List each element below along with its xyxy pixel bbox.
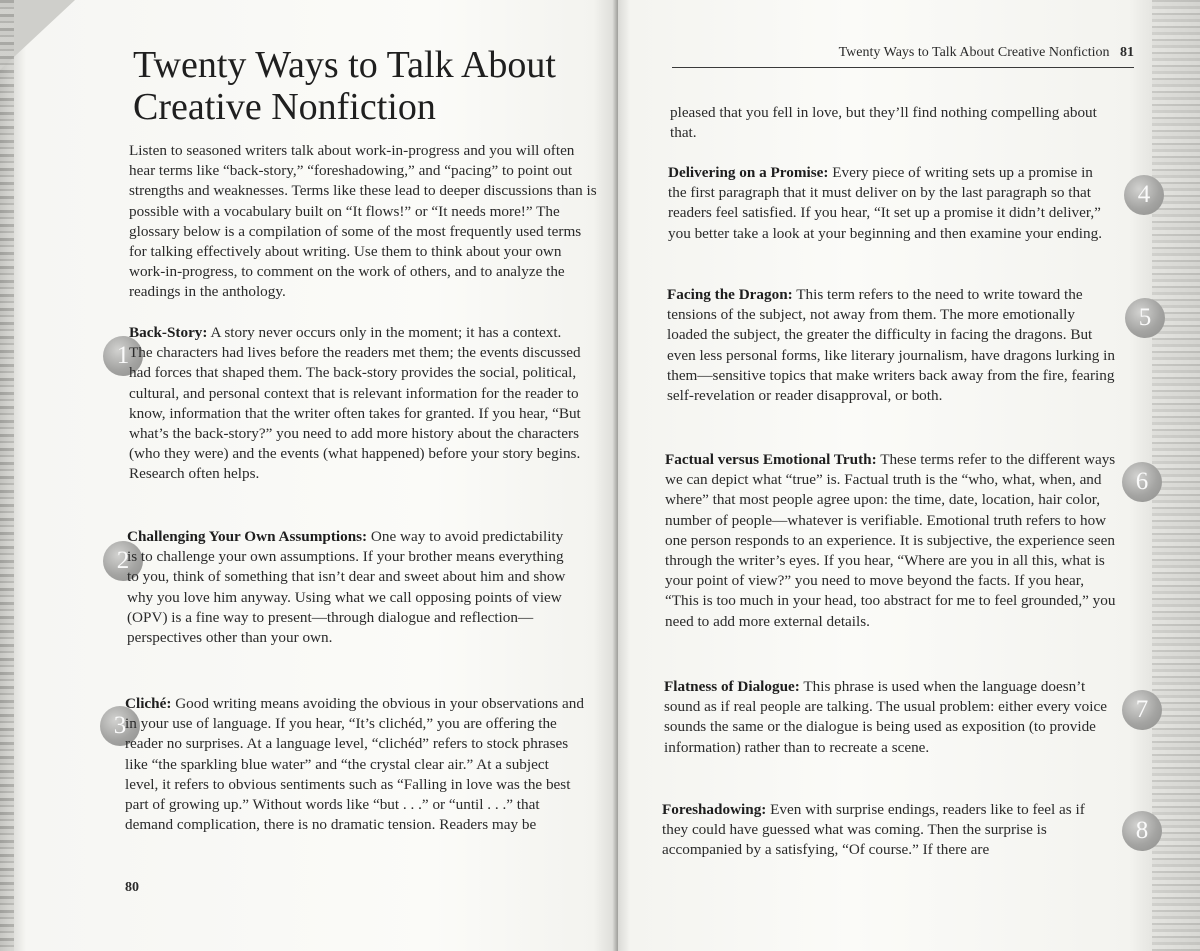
continuation-paragraph — [670, 103, 1118, 143]
glossary-definition: Good writing means avoiding the obvious in your observations and in your use of language. If you hear, “It’s clichéd,” you are offering the reader no surprises. At a language level, “clichéd” refers to stock phrases like “the sparkling blue water” and “the crystal clear air.” At a subject level, it refers to obvious sentiments such as “Falling in love was the best part of growing up.” Without words like “but . . .” or “until . . .” that demand complication, there is no dramatic tension. Readers may be — [125, 695, 584, 834]
glossary-entry-foreshadowing — [662, 800, 1102, 861]
glossary-term: Back-Story: — [129, 324, 208, 341]
continuation-text: pleased that you fell in love, but they’ll find nothing compelling about that. — [670, 104, 1097, 142]
entry-number-badge-3: 3 — [100, 706, 140, 746]
entry-number-badge-6: 6 — [1122, 462, 1162, 502]
entry-number-badge-8: 8 — [1122, 811, 1162, 851]
glossary-term: Flatness of Dialogue: — [664, 678, 800, 695]
glossary-entry-back-story — [129, 323, 587, 485]
glossary-entry-challenging-assumptions — [127, 527, 575, 648]
glossary-definition: A story never occurs only in the moment; it has a context. The characters had lives before the readers met them; the events discussed had forces that shaped them. The back-story provides the social, political, cultural, and personal context that is relevant information for the reader to know, information that the writer often takes for granted. If you hear, “But what’s the back-story?” you need to add more history about the characters (who they were) and the events (what happened) before your story begins. Research often helps. — [129, 324, 581, 483]
entry-number-badge-4: 4 — [1124, 175, 1164, 215]
glossary-definition: This term refers to the need to write toward the tensions of the subject, not away from them. The more emotionally loaded the subject, the greater the difficulty in facing the dragons. But even less personal forms, like literary journalism, have dragons lurking in them—sensitive topics that make writers back away from the fire, fearing self-revelation or reader disapproval, or both. — [667, 286, 1115, 405]
entry-number-badge-1: 1 — [103, 336, 143, 376]
glossary-entry-delivering-promise — [668, 163, 1108, 244]
glossary-definition: Even with surprise endings, readers like to feel as if they could have guessed what was coming. Then the surprise is accompanied by a satisfying, “Of course.” If there are — [662, 801, 1085, 859]
glossary-term: Foreshadowing: — [662, 801, 767, 818]
glossary-entry-cliche — [125, 694, 585, 835]
chapter-title — [133, 44, 556, 128]
left-page-edge — [0, 0, 14, 951]
running-head — [672, 45, 1134, 68]
entry-number-badge-2: 2 — [103, 541, 143, 581]
glossary-term: Challenging Your Own Assumptions: — [127, 528, 368, 545]
chapter-title-line-1: Twenty Ways to Talk About — [133, 44, 556, 86]
entry-number-badge-5: 5 — [1125, 298, 1165, 338]
glossary-entry-flatness-dialogue — [664, 677, 1108, 758]
intro-paragraph — [129, 141, 597, 303]
glossary-definition: These terms refer to the different ways we can depict what “true” is. Factual truth is the “who, what, when, and where” that most people agree upon: the time, date, location, hair color, number of people—whatever is verifiable. Emotional truth refers to how one person responds to an experience. It is subjective, the experience seen through the writer’s eyes. If you hear, “Where are you in all this, what is your point of view?” you need to move beyond the facts. If you hear, “This is too much in your head, too abstract for me to feel grounded,” you need to add more external details. — [665, 451, 1116, 630]
glossary-definition: One way to avoid predictability is to challenge your own assumptions. If your brother means everything to you, think of something that isn’t dear and sweet about him and show why you love him anyway. Using what we call opposing points of view (OPV) is a fine way to present—through dialogue and reflection—perspectives other than your own. — [127, 528, 566, 647]
glossary-term: Facing the Dragon: — [667, 286, 793, 303]
glossary-definition: This phrase is used when the language doesn’t sound as if real people are talking. The usual problem: either every voice sounds the same or the dialogue is being used as exposition (to provide information) rather than to recreate a scene. — [664, 678, 1107, 756]
left-page-number: 80 — [125, 880, 139, 895]
running-head-title: Twenty Ways to Talk About Creative Nonfiction — [838, 45, 1110, 60]
glossary-entry-facing-dragon — [667, 285, 1115, 406]
right-page-number: 81 — [1120, 45, 1134, 60]
glossary-entry-factual-emotional-truth — [665, 450, 1121, 632]
intro-text: Listen to seasoned writers talk about work-in-progress and you will often hear terms like “back-story,” “foreshadowing,” and “pacing” to point out strengths and weaknesses. Terms like these lead to deeper discussions than is possible with a vocabulary built on “It flows!” or “It needs more!” The glossary below is a compilation of some of the most frequently used terms for talking effectively about writing. Use them to think about your own work-in-progress, to comment on the work of others, and to analyze the readings in the anthology. — [129, 142, 597, 301]
entry-number-badge-7: 7 — [1122, 690, 1162, 730]
glossary-term: Delivering on a Promise: — [668, 164, 829, 181]
chapter-title-line-2: Creative Nonfiction — [133, 86, 436, 128]
glossary-term: Factual versus Emotional Truth: — [665, 451, 877, 468]
glossary-definition: Every piece of writing sets up a promise in the first paragraph that it must deliver on by the last paragraph so that readers feel satisfied. If you hear, “It set up a promise it didn’t deliver,” you better take a look at your beginning and then examine your ending. — [668, 164, 1102, 242]
glossary-term: Cliché: — [125, 695, 172, 712]
